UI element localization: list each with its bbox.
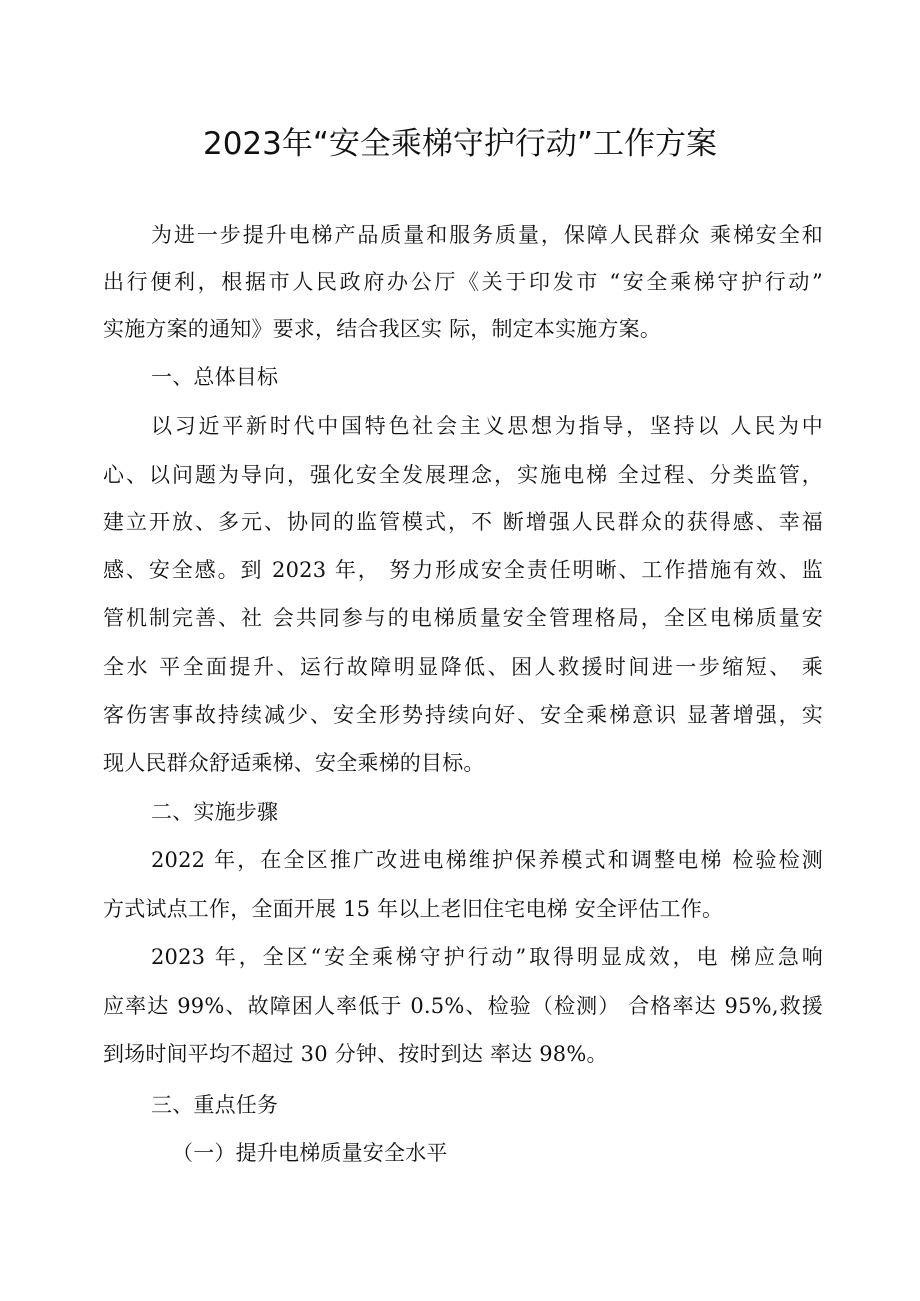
section-heading: 二、实施步骤 — [151, 800, 279, 824]
paragraph-line: 管机制完善、社 会共同参与的电梯质量安全管理格局，全区电梯质量安 — [103, 606, 823, 630]
paragraph-line: 感、安全感。到 2023 年， 努力形成安全责任明晰、工作措施有效、监 — [103, 558, 823, 582]
document-title: 2023年“安全乘梯守护行动”工作方案 — [202, 126, 717, 162]
paragraph-line: 2023 年，全区“安全乘梯守护行动”取得明显成效，电 梯应急响 — [151, 945, 823, 969]
paragraph-line: 现人民群众舒适乘梯、安全乘梯的目标。 — [103, 751, 485, 775]
paragraph-line: 心、以问题为导向，强化安全发展理念，实施电梯 全过程、分类监管， — [103, 463, 823, 487]
section-heading: 三、重点任务 — [151, 1093, 279, 1117]
paragraph-line: 2022 年，在全区推广改进电梯维护保养模式和调整电梯 检验检测 — [151, 848, 823, 872]
paragraph-line: 实施方案的通知》要求，结合我区实 际，制定本实施方案。 — [103, 317, 662, 341]
paragraph-line: 方式试点工作，全面开展 15 年以上老旧住宅电梯 安全评估工作。 — [103, 897, 724, 921]
paragraph-line: 应率达 99%、故障困人率低于 0.5%、检验（检测） 合格率达 95%,救援 — [103, 994, 823, 1018]
paragraph-line: 为进一步提升电梯产品质量和服务质量，保障人民群众 乘梯安全和 — [151, 223, 823, 247]
section-heading: 一、总体目标 — [151, 365, 279, 389]
paragraph-line: 建立开放、多元、协同的监管模式，不 断增强人民群众的获得感、幸福 — [103, 510, 823, 534]
paragraph-line: 出行便利，根据市人民政府办公厅《关于印发市 “安全乘梯守护行动” — [103, 270, 823, 294]
paragraph-line: 客伤害事故持续减少、安全形势持续向好、安全乘梯意识 显著增强，实 — [103, 703, 823, 727]
paragraph-line: 到场时间平均不超过 30 分钟、按时到达 率达 98%。 — [103, 1042, 608, 1066]
subsection-heading: （一）提升电梯质量安全水平 — [172, 1141, 448, 1165]
paragraph-line: 以习近平新时代中国特色社会主义思想为指导，坚持以 人民为中 — [151, 414, 823, 438]
paragraph-line: 全水 平全面提升、运行故障明显降低、困人救援时间进一步缩短、 乘 — [103, 655, 823, 679]
